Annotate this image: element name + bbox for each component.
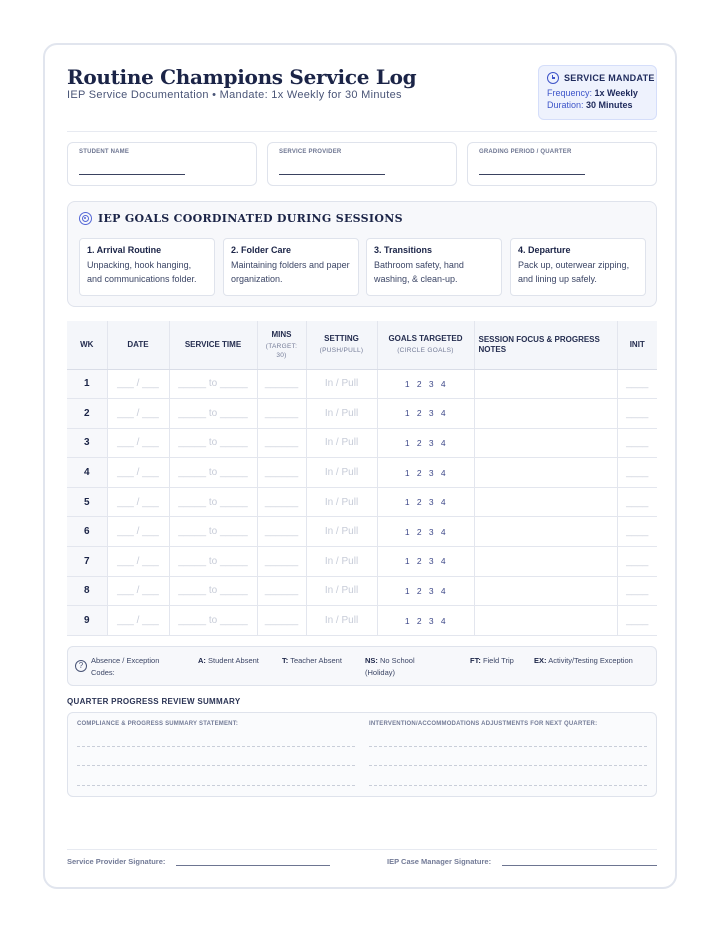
goal-number[interactable]: 3 [428, 437, 435, 448]
init-cell[interactable]: ____ [617, 369, 657, 399]
setting-cell[interactable]: In / Pull [306, 576, 377, 606]
mins-header-sub: (TARGET: 30) [265, 342, 298, 359]
goal-number[interactable]: 3 [428, 408, 435, 419]
date-cell[interactable]: ___ / ___ [107, 606, 169, 636]
duration-label: Duration: [547, 100, 584, 110]
service-time-cell[interactable]: _____ to _____ [169, 399, 257, 429]
target-icon [79, 212, 92, 225]
code-text: Student Absent [208, 656, 259, 665]
grading-period-field[interactable] [467, 142, 657, 186]
goal-number[interactable]: 3 [428, 615, 435, 626]
goal-number[interactable]: 4 [440, 437, 447, 448]
clock-icon [547, 72, 559, 84]
goal-number[interactable]: 2 [416, 526, 423, 537]
notes-cell[interactable] [474, 576, 617, 606]
setting-cell[interactable]: In / Pull [306, 487, 377, 517]
date-cell[interactable]: ___ / ___ [107, 399, 169, 429]
goal-number[interactable]: 4 [440, 378, 447, 389]
goal-number[interactable]: 4 [440, 408, 447, 419]
col-header-mins [257, 321, 306, 369]
table-row [67, 576, 657, 606]
mandate-duration [547, 100, 648, 111]
goal-number[interactable]: 1 [404, 408, 411, 419]
student-name-line [79, 174, 185, 175]
code-t: T: Teacher Absent [282, 656, 342, 665]
table-body [67, 369, 657, 635]
mins-cell[interactable]: ______ [257, 399, 306, 429]
manager-signature-label: IEP Case Manager Signature: [387, 857, 492, 866]
date-cell[interactable]: ___ / ___ [107, 517, 169, 547]
iep-goals-section [67, 201, 657, 307]
service-provider-label: SERVICE PROVIDER [279, 149, 342, 155]
goal-number[interactable]: 1 [404, 497, 411, 508]
notes-cell[interactable] [474, 606, 617, 636]
writing-line [77, 746, 355, 747]
page-title: Routine Champions Service Log [67, 65, 417, 89]
goal-number[interactable]: 1 [404, 585, 411, 596]
setting-cell[interactable]: In / Pull [306, 606, 377, 636]
goals-targeted-cell[interactable] [377, 369, 474, 399]
frequency-value: 1x Weekly [594, 88, 638, 98]
init-cell[interactable]: ____ [617, 606, 657, 636]
goal-description: Maintaining folders and paper organization. [231, 260, 350, 284]
setting-header-text: SETTING [324, 334, 359, 344]
service-time-cell[interactable]: _____ to _____ [169, 517, 257, 547]
goal-number[interactable]: 4 [440, 467, 447, 478]
goal-number[interactable]: 4 [440, 585, 447, 596]
writing-line [77, 765, 355, 766]
code-key: T [282, 656, 286, 665]
goals-heading-text: IEP GOALS COORDINATED DURING SESSIONS [98, 212, 403, 225]
goal-title: 4. Departure [518, 245, 571, 255]
goal-description: Unpacking, hook hanging, and communications folder. [87, 260, 197, 284]
table-row [67, 428, 657, 458]
setting-header-sub: (PUSH/PULL) [319, 347, 364, 355]
service-time-cell[interactable]: _____ to _____ [169, 547, 257, 577]
init-cell[interactable]: ____ [617, 458, 657, 488]
goal-number[interactable]: 3 [428, 556, 435, 567]
notes-cell[interactable] [474, 428, 617, 458]
mins-header-text: MINS [271, 329, 292, 339]
goal-number[interactable]: 3 [428, 378, 435, 389]
service-time-cell[interactable]: _____ to _____ [169, 606, 257, 636]
header-divider [67, 131, 657, 132]
goal-title: 3. Transitions [374, 245, 433, 255]
week-number: 8 [67, 576, 107, 606]
provider-signature-line[interactable] [176, 865, 330, 866]
code-key: FT [470, 656, 479, 665]
goal-title: 1. Arrival Routine [87, 245, 162, 255]
goal-number[interactable]: 2 [416, 615, 423, 626]
code-ft: FT: Field Trip [470, 656, 514, 665]
col-header-init: INIT [617, 321, 657, 369]
goal-number[interactable]: 2 [416, 437, 423, 448]
col-header-wk: WK [67, 321, 107, 369]
init-cell[interactable]: ____ [617, 576, 657, 606]
goal-number[interactable]: 2 [416, 556, 423, 567]
setting-cell[interactable]: In / Pull [306, 458, 377, 488]
codes-title: Absence / Exception Codes: [91, 656, 160, 677]
code-ns: NS: No School (Holiday) [365, 656, 415, 677]
mandate-heading [547, 72, 655, 84]
notes-cell[interactable] [474, 547, 617, 577]
service-provider-line [279, 174, 385, 175]
goals-targeted-cell[interactable] [377, 606, 474, 636]
init-cell[interactable]: ____ [617, 399, 657, 429]
goal-number[interactable]: 2 [416, 497, 423, 508]
goal-number[interactable]: 1 [404, 556, 411, 567]
writing-line [369, 765, 647, 766]
writing-line [77, 785, 355, 786]
notes-cell[interactable] [474, 399, 617, 429]
date-cell[interactable]: ___ / ___ [107, 428, 169, 458]
absence-codes-box [67, 646, 657, 686]
mins-cell[interactable]: ______ [257, 547, 306, 577]
setting-cell[interactable]: In / Pull [306, 517, 377, 547]
setting-cell[interactable]: In / Pull [306, 399, 377, 429]
goals-header-text: GOALS TARGETED [388, 334, 463, 344]
student-name-label: STUDENT NAME [79, 149, 130, 155]
table-row [67, 547, 657, 577]
goal-number[interactable]: 1 [404, 378, 411, 389]
code-text: Activity/Testing Exception [548, 656, 633, 665]
mins-cell[interactable]: ______ [257, 576, 306, 606]
date-cell[interactable]: ___ / ___ [107, 547, 169, 577]
goal-card-folder [223, 238, 359, 296]
service-time-cell[interactable]: _____ to _____ [169, 576, 257, 606]
date-cell[interactable]: ___ / ___ [107, 369, 169, 399]
setting-cell[interactable]: In / Pull [306, 369, 377, 399]
week-number: 1 [67, 369, 107, 399]
col-header-notes: SESSION FOCUS & PROGRESS NOTES [474, 321, 617, 369]
quarter-summary-box[interactable] [67, 712, 657, 797]
manager-signature-line[interactable] [502, 865, 657, 866]
code-a: A: Student Absent [198, 656, 259, 665]
week-number: 2 [67, 399, 107, 429]
week-number: 9 [67, 606, 107, 636]
service-time-cell[interactable]: _____ to _____ [169, 458, 257, 488]
notes-cell[interactable] [474, 458, 617, 488]
goal-number[interactable]: 4 [440, 615, 447, 626]
writing-line [369, 785, 647, 786]
goal-number[interactable]: 3 [428, 467, 435, 478]
grading-period-label: GRADING PERIOD / QUARTER [479, 149, 572, 155]
notes-cell[interactable] [474, 487, 617, 517]
mins-cell[interactable]: ______ [257, 606, 306, 636]
goals-targeted-cell[interactable] [377, 428, 474, 458]
goals-targeted-cell[interactable] [377, 547, 474, 577]
service-time-cell[interactable]: _____ to _____ [169, 428, 257, 458]
setting-cell[interactable]: In / Pull [306, 428, 377, 458]
init-cell[interactable]: ____ [617, 428, 657, 458]
col-header-setting [306, 321, 377, 369]
goal-card-transitions [366, 238, 502, 296]
week-number: 6 [67, 517, 107, 547]
table-header-row [67, 321, 657, 369]
goal-card-arrival [79, 238, 215, 296]
goal-description: Bathroom safety, hand washing, & clean-up. [374, 260, 464, 284]
summary-right-label: INTERVENTION/ACCOMMODATIONS ADJUSTMENTS FOR NEXT QUARTER: [369, 721, 598, 727]
goal-number[interactable]: 2 [416, 585, 423, 596]
table-row [67, 517, 657, 547]
mandate-heading-text: SERVICE MANDATE [564, 73, 655, 83]
date-cell[interactable]: ___ / ___ [107, 458, 169, 488]
date-cell[interactable]: ___ / ___ [107, 576, 169, 606]
goal-number[interactable]: 4 [440, 497, 447, 508]
col-header-date: DATE [107, 321, 169, 369]
init-cell[interactable]: ____ [617, 517, 657, 547]
goal-number[interactable]: 2 [416, 378, 423, 389]
mins-cell[interactable]: ______ [257, 487, 306, 517]
service-time-cell[interactable]: _____ to _____ [169, 487, 257, 517]
summary-left-label: COMPLIANCE & PROGRESS SUMMARY STATEMENT: [77, 721, 239, 727]
mandate-frequency [547, 88, 648, 99]
goal-number[interactable]: 3 [428, 526, 435, 537]
goals-header-sub: (CIRCLE GOALS) [397, 347, 454, 355]
frequency-label: Frequency: [547, 88, 593, 98]
week-number: 3 [67, 428, 107, 458]
code-text: Teacher Absent [290, 656, 342, 665]
service-provider-field[interactable] [267, 142, 457, 186]
session-log-table [67, 321, 657, 636]
table-row [67, 458, 657, 488]
setting-cell[interactable]: In / Pull [306, 547, 377, 577]
signature-divider [67, 849, 657, 850]
table-row [67, 369, 657, 399]
code-key: NS [365, 656, 376, 665]
mins-cell[interactable]: ______ [257, 428, 306, 458]
date-cell[interactable]: ___ / ___ [107, 487, 169, 517]
goal-description: Pack up, outerwear zipping, and lining up safely. [518, 260, 630, 284]
provider-signature-label: Service Provider Signature: [67, 857, 166, 866]
goal-number[interactable]: 3 [428, 497, 435, 508]
code-key: EX [534, 656, 545, 665]
mins-cell[interactable]: ______ [257, 517, 306, 547]
goal-card-departure [510, 238, 646, 296]
mins-cell[interactable]: ______ [257, 369, 306, 399]
goal-number[interactable]: 2 [416, 467, 423, 478]
code-ex: EX: Activity/Testing Exception [534, 656, 633, 665]
mins-cell[interactable]: ______ [257, 458, 306, 488]
col-header-goals [377, 321, 474, 369]
code-text: Field Trip [482, 656, 514, 665]
page-subtitle: IEP Service Documentation • Mandate: 1x Weekly for 30 Minutes [67, 89, 402, 101]
week-number: 4 [67, 458, 107, 488]
summary-section-title: QUARTER PROGRESS REVIEW SUMMARY [67, 697, 241, 706]
init-cell[interactable]: ____ [617, 547, 657, 577]
col-header-service-time: SERVICE TIME [169, 321, 257, 369]
code-text: No School (Holiday) [365, 656, 415, 677]
writing-line [369, 746, 647, 747]
grading-period-line [479, 174, 585, 175]
goal-number[interactable]: 1 [404, 467, 411, 478]
goal-number[interactable]: 1 [404, 526, 411, 537]
goals-targeted-cell[interactable] [377, 458, 474, 488]
goals-targeted-cell[interactable] [377, 399, 474, 429]
notes-cell[interactable] [474, 517, 617, 547]
student-name-field[interactable] [67, 142, 257, 186]
code-key: A [198, 656, 204, 665]
table-row [67, 399, 657, 429]
service-time-cell[interactable]: _____ to _____ [169, 369, 257, 399]
goals-targeted-cell[interactable] [377, 517, 474, 547]
goal-title: 2. Folder Care [231, 245, 292, 255]
table-row [67, 606, 657, 636]
goal-number[interactable]: 1 [404, 437, 411, 448]
week-number: 5 [67, 487, 107, 517]
week-number: 7 [67, 547, 107, 577]
goal-number[interactable]: 3 [428, 585, 435, 596]
goal-number[interactable]: 4 [440, 526, 447, 537]
notes-cell[interactable] [474, 369, 617, 399]
goals-heading [79, 212, 403, 225]
table-row [67, 487, 657, 517]
goals-targeted-cell[interactable] [377, 487, 474, 517]
service-log-page [43, 43, 677, 889]
service-mandate-box [538, 65, 657, 120]
goal-number[interactable]: 2 [416, 408, 423, 419]
goal-number[interactable]: 4 [440, 556, 447, 567]
help-circle-icon: ? [75, 660, 87, 672]
goal-number[interactable]: 1 [404, 615, 411, 626]
duration-value: 30 Minutes [586, 100, 633, 110]
init-cell[interactable]: ____ [617, 487, 657, 517]
goals-targeted-cell[interactable] [377, 576, 474, 606]
